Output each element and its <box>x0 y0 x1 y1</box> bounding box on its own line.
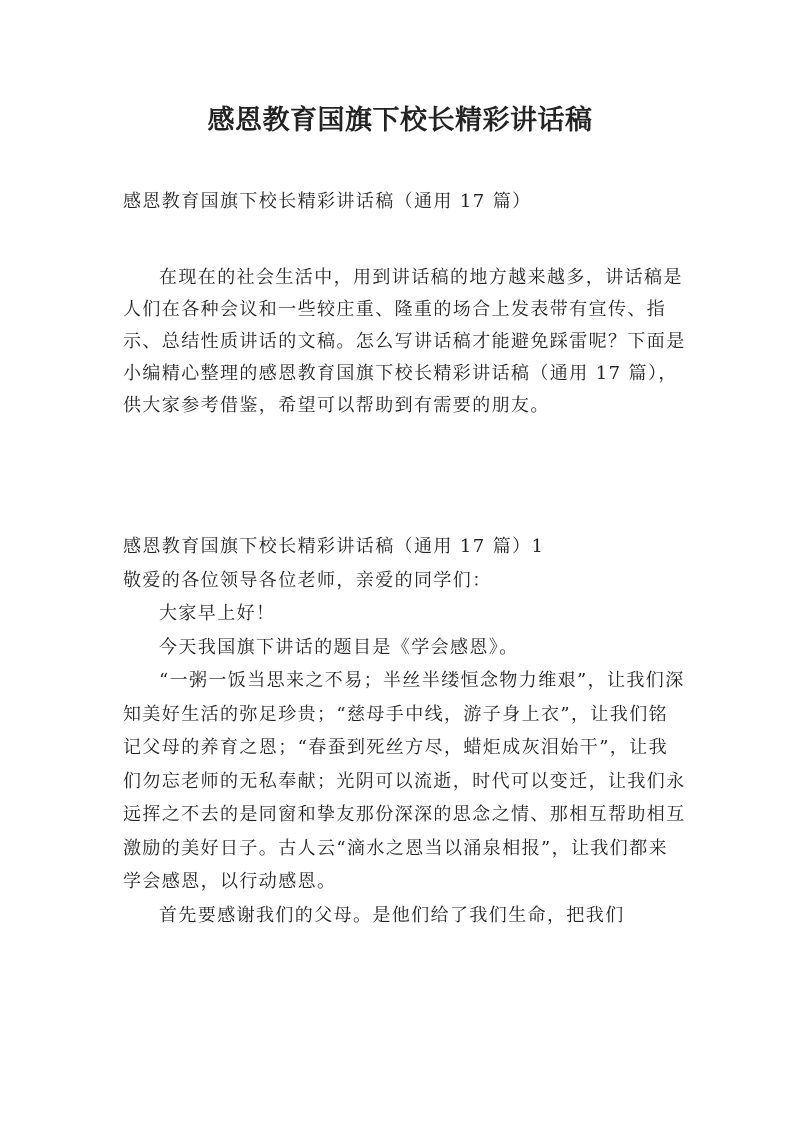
document-subtitle: 感恩教育国旗下校长精彩讲话稿（通用 17 篇） <box>123 191 532 212</box>
paragraph: 今天我国旗下讲话的题目是《学会感恩》。 <box>159 636 519 658</box>
paragraph: 大家早上好！ <box>159 603 276 624</box>
salutation: 敬爱的各位领导各位老师，亲爱的同学们： <box>123 569 492 591</box>
speech-section <box>123 530 687 932</box>
document-title: 感恩教育国旗下校长精彩讲话稿 <box>207 105 593 136</box>
intro-section <box>123 262 687 422</box>
section-heading: 感恩教育国旗下校长精彩讲话稿（通用 17 篇）1 <box>123 536 545 557</box>
intro-paragraph: 在现在的社会生活中，用到讲话稿的地方越来越多，讲话稿是人们在各种会议和一些较庄重、隆重的场合上发表带有宣传、指示、总结性质讲话的文稿。怎么写讲话稿才能避免踩雷呢？下面是小编精心整理的感恩教育国旗下校长精彩讲话稿（通用 17 篇），供大家参考借鉴，希望可以帮助到有需要的朋友。 <box>123 267 686 416</box>
paragraph: “一粥一饭当思来之不易；半丝半缕恒念物力维艰”，让我们深知美好生活的弥足珍贵；“慈母手中线，游子身上衣”，让我们铭记父母的养育之恩；“春蚕到死丝方尽，蜡炬成灰泪始干”，让我们勿忘老师的无私奉献；光阴可以流逝，时代可以变迁，让我们永远挥之不去的是同窗和挚友那份深深的思念之情、那相互帮助相互激励的美好日子。古人云“滴水之恩当以涌泉相报”，让我们都来学会感恩，以行动感恩。 <box>123 670 686 892</box>
paragraph: 首先要感谢我们的父母。是他们给了我们生命，把我们 <box>159 904 625 926</box>
